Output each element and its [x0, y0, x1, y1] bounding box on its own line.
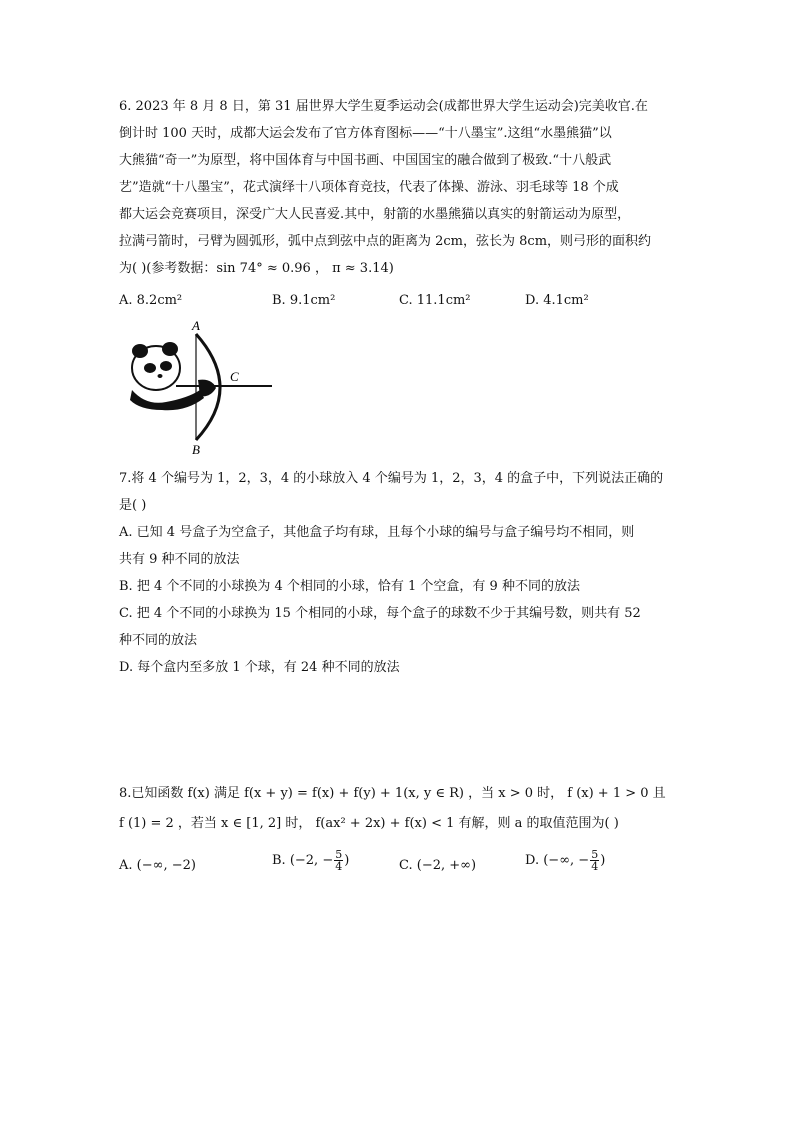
q8-option-b-fraction: $\frac{5}{4}$	[335, 848, 343, 873]
q8-option-d-post: )	[600, 853, 606, 868]
panda-nose	[158, 374, 163, 378]
label-c: C	[230, 369, 239, 384]
q8-line-2: f (1) = 2 ，若当 x ∈ [1, 2] 时， f(ax² + 2x) + f(x) < 1 有解，则 a 的取值范围为( )	[119, 816, 619, 831]
q6-line-1: 6. 2023 年 8 月 8 日，第 31 届世界大学生夏季运动会(成都世界大学生运动会)完美收官.在	[119, 99, 648, 114]
panda-archer-figure	[126, 318, 276, 458]
label-a: A	[192, 318, 200, 333]
q6-option-b: B. 9.1cm²	[272, 293, 336, 308]
panda-ear-right	[162, 342, 178, 356]
panda-ear-left	[132, 344, 148, 358]
panda-body	[130, 390, 204, 410]
q7-option-b: B. 把 4 个不同的小球换为 4 个相同的小球，恰有 1 个空盒，有 9 种不同的放法	[119, 579, 580, 594]
q7-line-1: 7.将 4 个编号为 1，2，3，4 的小球放入 4 个编号为 1，2，3，4 的盒子中，下列说法正确的	[119, 471, 664, 486]
q6-line-5: 都大运会竞赛项目，深受广大人民喜爱.其中，射箭的水墨熊猫以真实的射箭运动为原型，	[119, 207, 631, 222]
q7-option-a: A. 已知 4 号盒子为空盒子，其他盒子均有球，且每个小球的编号与盒子编号均不相同，则	[119, 525, 635, 540]
q6-line-6: 拉满弓箭时，弓臂为圆弧形，弧中点到弦中点的距离为 2cm，弦长为 8cm，则弓形的面积约	[119, 234, 652, 249]
q8-option-c: C. (−2, +∞)	[399, 858, 477, 873]
panda-eye-patch-left	[144, 363, 156, 373]
q8-line-1: 8.已知函数 f(x) 满足 f(x + y) = f(x) + f(y) + 1(x, y ∈ R) ，当 x > 0 时， f (x) + 1 > 0 且	[119, 786, 666, 801]
q6-option-a: A. 8.2cm²	[119, 293, 183, 308]
label-b: B	[192, 442, 200, 457]
q8-option-d	[525, 849, 605, 872]
q6-line-3: 大熊猫“奇一”为原型，将中国体育与中国书画、中国国宝的融合做到了极致.“十八般武	[119, 153, 612, 168]
q8-option-a: A. (−∞, −2)	[119, 858, 196, 873]
q7-option-c-cont: 种不同的放法	[119, 633, 198, 648]
panda-eye-patch-right	[160, 361, 172, 371]
q6-line-4: 艺”造就“十八墨宝”，花式演绎十八项体育竞技，代表了体操、游泳、羽毛球等 18 个成	[119, 180, 619, 195]
q8-option-d-pre: D. (−∞, −	[525, 853, 590, 868]
panda-arm	[198, 380, 216, 397]
q7-line-2: 是( )	[119, 498, 147, 513]
q8-option-b	[272, 849, 349, 872]
q7-option-d: D. 每个盒内至多放 1 个球，有 24 种不同的放法	[119, 660, 400, 675]
q8-option-b-pre: B. (−2, −	[272, 853, 334, 868]
q8-option-d-fraction: $\frac{5}{4}$	[591, 848, 599, 873]
q8-option-b-post: )	[344, 853, 350, 868]
q7-option-c: C. 把 4 个不同的小球换为 15 个相同的小球，每个盒子的球数不少于其编号数，则共有 52	[119, 606, 641, 621]
q7-option-a-cont: 共有 9 种不同的放法	[119, 552, 240, 567]
q6-option-d: D. 4.1cm²	[525, 293, 589, 308]
q6-line-7: 为( )(参考数据：sin 74° ≈ 0.96 ， π ≈ 3.14)	[119, 261, 394, 276]
q6-option-c: C. 11.1cm²	[399, 293, 471, 308]
q6-line-2: 倒计时 100 天时，成都大运会发布了官方体育图标——“十八墨宝”.这组“水墨熊猫”以	[119, 126, 612, 141]
